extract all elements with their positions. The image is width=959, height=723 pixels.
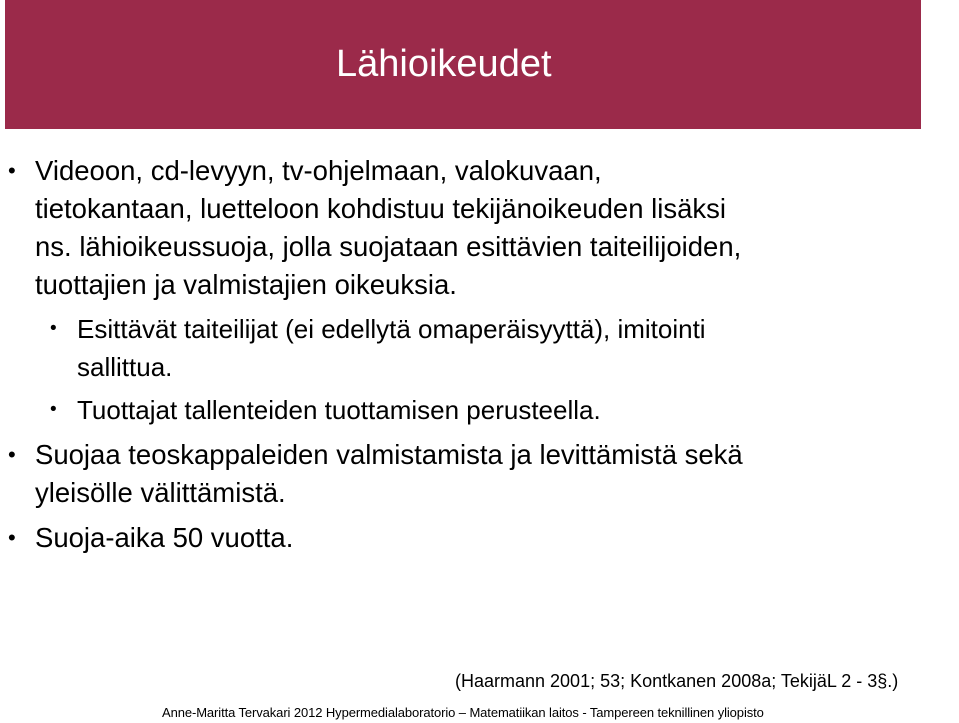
sub-bullet-1-text (77, 310, 706, 386)
bullet-2-text (35, 436, 743, 512)
bullet-2-line-1: Suojaa teoskappaleiden valmistamista ja levittämistä sekä (35, 439, 743, 470)
bullet-2-line-2: yleisölle välittämistä. (35, 477, 286, 508)
bullet-1-line-4: tuottajien ja valmistajien oikeuksia. (35, 269, 457, 300)
slide-footer: Anne-Maritta Tervakari 2012 Hypermedialaboratorio – Matematiikan laitos - Tampereen teknillinen yliopisto (162, 705, 764, 720)
bullet-1-text (35, 152, 741, 304)
bullet-marker: • (8, 525, 16, 550)
bullet-1-line-3: ns. lähioikeussuoja, jolla suojataan esittävien taiteilijoiden, (35, 231, 742, 262)
bullet-3-text (35, 519, 293, 557)
citation: (Haarmann 2001; 53; Kontkanen 2008a; TekijäL 2 - 3§.) (455, 671, 899, 691)
sub-bullet-marker: • (50, 318, 57, 339)
bullet-marker: • (8, 158, 16, 183)
sub-bullet-2-text (77, 391, 601, 429)
bullet-3-line-1: Suoja-aika 50 vuotta. (35, 522, 294, 553)
sub-bullet-1-line-1: Esittävät taiteilijat (ei edellytä omaperäisyyttä), imitointi (77, 314, 706, 344)
slide-title: Lähioikeudet (336, 43, 552, 85)
sub-bullet-2-line-1: Tuottajat tallenteiden tuottamisen perusteella. (77, 395, 601, 425)
sub-bullet-marker: • (50, 399, 57, 420)
sub-bullet-1-line-2: sallittua. (77, 352, 173, 382)
bullet-marker: • (8, 442, 16, 467)
title-bar (5, 0, 921, 129)
bullet-1-line-2: tietokantaan, luetteloon kohdistuu tekijänoikeuden lisäksi (35, 193, 727, 224)
bullet-1-line-1: Videoon, cd-levyyn, tv-ohjelmaan, valokuvaan, (35, 155, 602, 186)
